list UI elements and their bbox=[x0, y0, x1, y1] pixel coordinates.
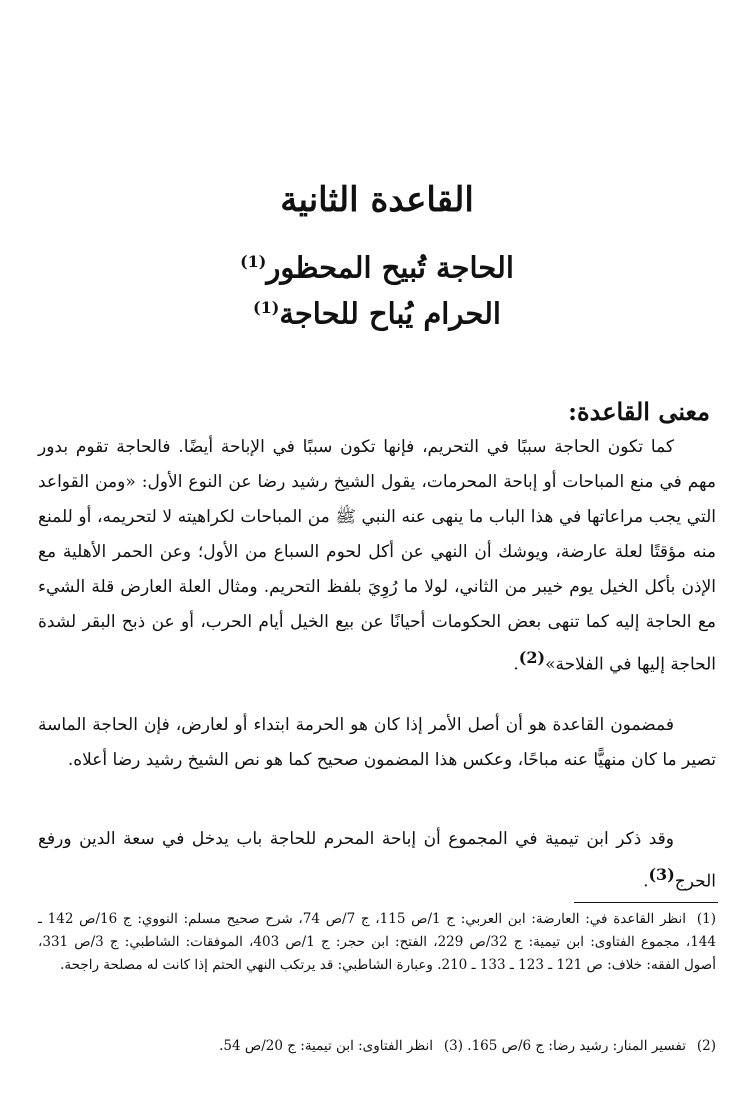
subtitle-forbidden-permitted-for-need bbox=[0, 290, 754, 332]
footnote-ref[interactable]: (2) bbox=[518, 648, 546, 667]
footnote-number: (2) bbox=[696, 1038, 716, 1054]
footnotes-2-3 bbox=[38, 1035, 716, 1058]
footnote-text: انظر الفتاوى: ابن تيمية: ج 20/ص 54. bbox=[219, 1038, 433, 1054]
subtitle-text: الحرام يُباح للحاجة bbox=[279, 296, 501, 331]
footnote-1 bbox=[38, 908, 716, 977]
paragraph-text: كما تكون الحاجة سببًا في التحريم، فإنها تكون سببًا في الإباحة أيضًا. فالحاجة تقوم بدور مهم في منع المباحات أو إباحة المحرمات، يقول الشيخ رشيد رضا عن النوع الأول: «ومن القواعد التي يجب مراعاتها في هذا الباب ما ينهى عنه النبي ﷺ من المباحات لكراهيته لا لتحريمه، أو للمنع منه مؤقتًا لعلة عارضة، ويوشك أن النهي عن أكل لحوم السباع من الأول؛ وعن الحمر الأهلية مع الإذن بأكل الخيل يوم خيبر من الثاني، لولا ما رُوِيَ بلفظ التحريم. ومثال العلة العارض قلة الشيء مع الحاجة إليه كما تنهى بعض الحكومات أحيانًا عن بيع الخيل أيام الحرب، أو عن ذبح البقر لشدة الحاجة إليها في الفلاحة» bbox=[38, 437, 716, 675]
footnote-ref[interactable]: (1) bbox=[240, 252, 267, 271]
footnote-divider bbox=[574, 902, 718, 903]
subtitle-text: الحاجة تُبيح المحظور bbox=[266, 250, 514, 285]
footnote-ref[interactable]: (1) bbox=[253, 298, 280, 317]
paragraph-3: وقد ذكر ابن تيمية في المجموع أن إباحة المحرم للحاجة باب يدخل في سعة الدين ورفع الحرج(3). bbox=[38, 829, 716, 892]
paragraph-2 bbox=[38, 708, 716, 778]
footnote-ref[interactable]: (3) bbox=[648, 865, 675, 884]
chapter-title: القاعدة الثانية bbox=[280, 180, 474, 220]
footnote-number: (1) bbox=[696, 911, 716, 927]
section-heading: معنى القاعدة: bbox=[568, 397, 710, 426]
subtitle-needs-permit-forbidden bbox=[0, 244, 754, 286]
footnote-text: انظر القاعدة في: العارضة: ابن العربي: ج 1/ص 115، ج 7/ص 74، شرح صحيح مسلم: النووي: ج 16/ص 142 ـ 144، مجموع الفتاوى: ابن تيمية: ج 32/ص 229، الفتح: ابن حجر: ج 1/ص 403، الموفقات: الشاطبي: ج 3/ص 331، أصول الفقه: خلاف: ص 121 ـ 123 ـ 133 ـ 210. وعبارة الشاطبي: قد يرتكب النهي الحتم إذا كانت له مصلحة راجحة. bbox=[38, 911, 716, 973]
footnote-number: (3) bbox=[443, 1038, 463, 1054]
paragraph-text: فمضمون القاعدة هو أن أصل الأمر إذا كان هو الحرمة ابتداء أو لعارض، فإن الحاجة الماسة تصير ما كان منهيًّا عنه مباحًا، وعكس هذا المضمون صحيح كما هو نص الشيخ رشيد رضا أعلاه. bbox=[38, 715, 716, 770]
footnote-text: تفسير المنار: رشيد رضا: ج 6/ص 165. bbox=[467, 1038, 686, 1054]
paragraph-text: وقد ذكر ابن تيمية في المجموع أن إباحة المحرم للحاجة باب يدخل في سعة الدين ورفع الحرج bbox=[38, 829, 716, 892]
paragraph-1: كما تكون الحاجة سببًا في التحريم، فإنها تكون سببًا في الإباحة أيضًا. فالحاجة تقوم بدور مهم في منع المباحات أو إباحة المحرمات، يقول الشيخ رشيد رضا عن النوع الأول: «ومن القواعد التي يجب مراعاتها في هذا الباب ما ينهى عنه النبي ﷺ من المباحات لكراهيته لا لتحريمه، أو للمنع منه مؤقتًا لعلة عارضة، ويوشك أن النهي عن أكل لحوم السباع من الأول؛ وعن الحمر الأهلية مع الإذن بأكل الخيل يوم خيبر من الثاني، لولا ما رُوِيَ بلفظ التحريم. ومثال العلة العارض قلة الشيء مع الحاجة إليه كما تنهى بعض الحكومات أحيانًا عن بيع الخيل أيام الحرب، أو عن ذبح البقر لشدة الحاجة إليها في الفلاحة»(2). bbox=[38, 437, 716, 675]
